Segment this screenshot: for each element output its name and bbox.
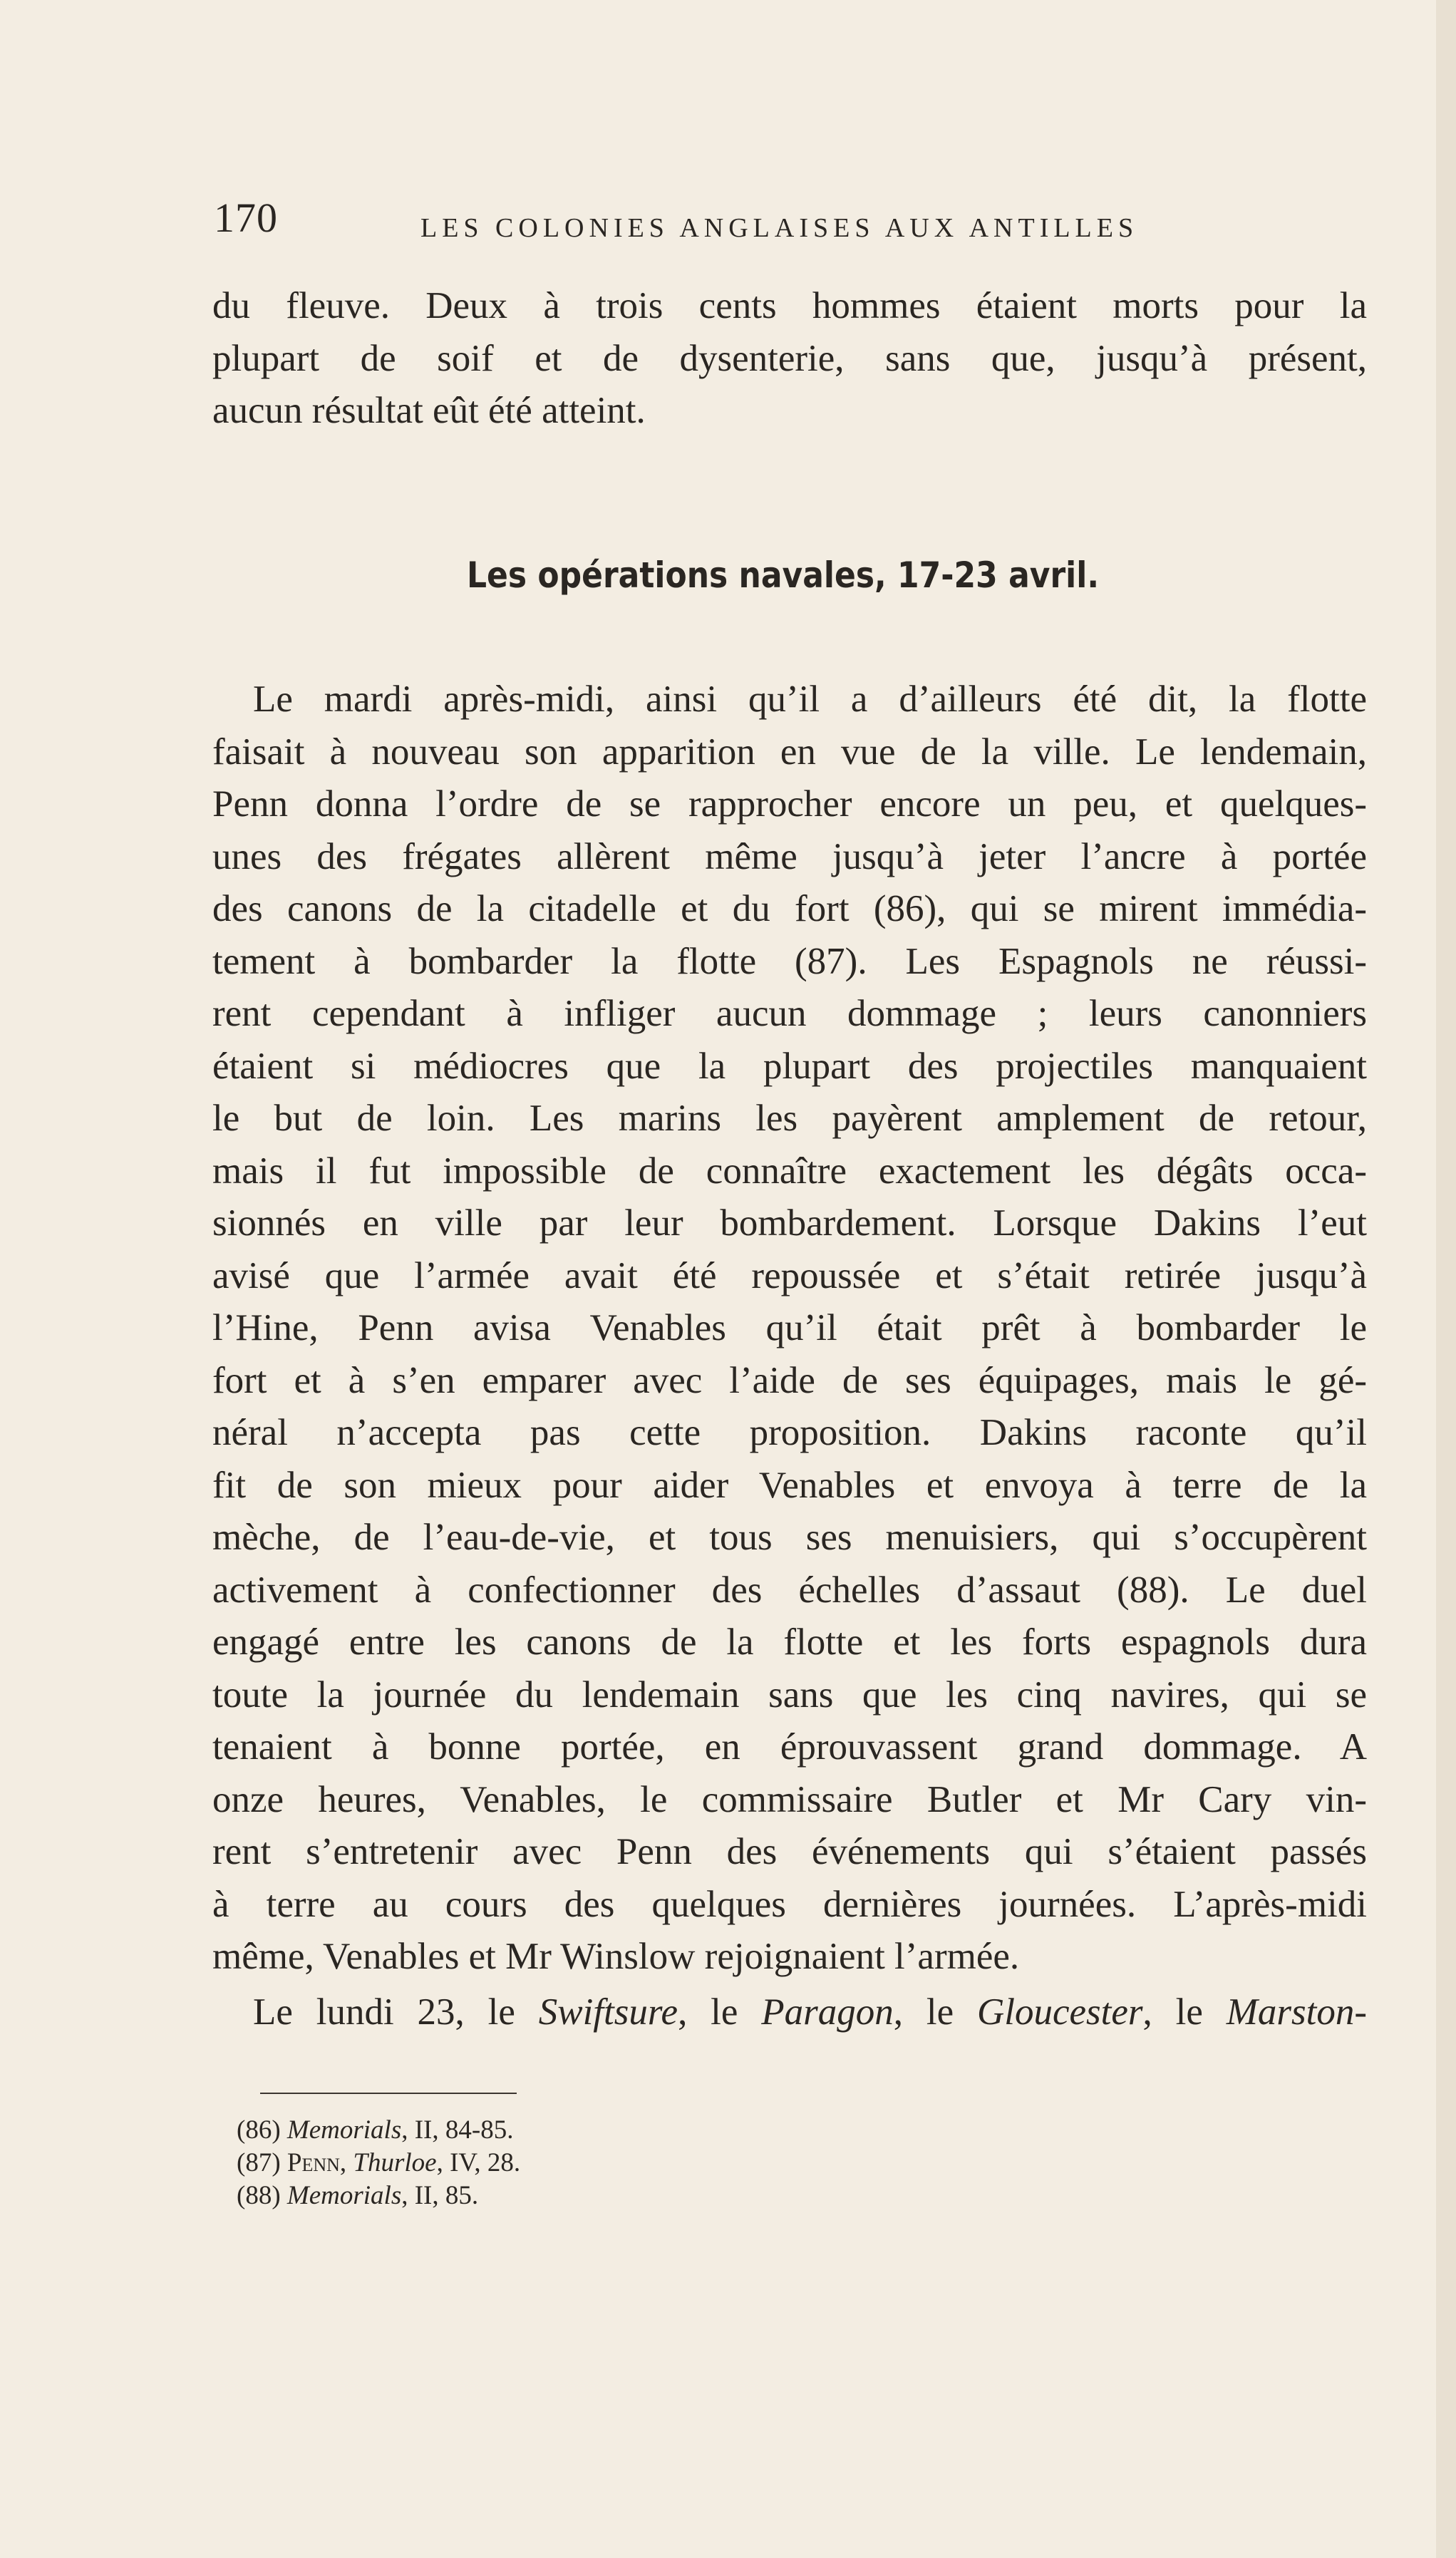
text-line: fit de son mieux pour aider Venables et envoya à terre de la <box>212 1464 1367 1506</box>
text-line: du fleuve. Deux à trois cents hommes étaient morts pour la <box>212 285 1367 326</box>
footnote-author: Penn <box>286 2148 340 2177</box>
footnote: (87) Penn, Thurloe, IV, 28. <box>237 2148 521 2177</box>
footnote-ref: , IV, 28. <box>436 2148 521 2177</box>
footnote-rule <box>260 2093 517 2094</box>
text-run: , le <box>893 1991 977 2033</box>
text-line <box>212 1986 1367 2039</box>
text-line: à terre au cours des quelques dernières journées. L’après-midi <box>212 1883 1367 1925</box>
text-line: mèche, de l’eau-de-vie, et tous ses menuisiers, qui s’occupèrent <box>212 1517 1367 1558</box>
section-heading: Les opérations navales, 17-23 avril. <box>467 555 1100 596</box>
text-line: l’Hine, Penn avisa Venables qu’il était prêt à bombarder le <box>212 1307 1367 1348</box>
text-line: fort et à s’en emparer avec l’aide de ses équipages, mais le gé- <box>212 1359 1367 1401</box>
text-run: Le lundi 23, le <box>253 1991 539 2033</box>
text-line: avisé que l’armée avait été repoussée et s’était retirée jusqu’à <box>212 1254 1367 1296</box>
text-line: Penn donna l’ordre de se rapprocher encore un peu, et quelques- <box>212 783 1367 825</box>
footnote-ref: , II, 84-85. <box>401 2115 514 2145</box>
page-edge <box>1436 0 1456 2558</box>
text-line: étaient si médiocres que la plupart des projectiles manquaient <box>212 1045 1367 1087</box>
ship-name: Marston- <box>1226 1991 1368 2033</box>
text-line: unes des frégates allèrent même jusqu’à jeter l’ancre à portée <box>212 835 1367 877</box>
footnote-number: (86) <box>237 2115 281 2145</box>
text-line: sionnés en ville par leur bombardement. Lorsque Dakins l’eut <box>212 1202 1367 1244</box>
text-line: tenaient à bonne portée, en éprouvassent grand dommage. A <box>212 1726 1367 1768</box>
footnote-number: (87) <box>237 2148 281 2177</box>
page-number: 170 <box>214 195 278 241</box>
text-line: même, Venables et Mr Winslow rejoignaient l’armée. <box>212 1936 1020 1977</box>
footnote <box>237 2180 520 2212</box>
text-line: le but de loin. Les marins les payèrent amplement de retour, <box>212 1098 1367 1139</box>
text-line: toute la journée du lendemain sans que les cinq navires, qui se <box>212 1673 1367 1716</box>
text-line: faisait à nouveau son apparition en vue de la ville. Le lendemain, <box>212 731 1367 773</box>
paragraph-2 <box>212 674 1367 1984</box>
footnote-ref: , II, 85. <box>401 2181 479 2210</box>
text-line: tement à bombarder la flotte (87). Les Espagnols ne réussi- <box>212 940 1367 982</box>
paragraph-3 <box>212 1986 1367 2039</box>
text-line: rent s’entretenir avec Penn des événements qui s’étaient passés <box>212 1831 1367 1872</box>
text-line: mais il fut impossible de connaître exactement les dégâts occa- <box>212 1150 1367 1192</box>
footnote-source: Thurloe <box>353 2148 437 2177</box>
ship-name: Paragon <box>761 1991 894 2033</box>
footnotes <box>237 2114 520 2212</box>
text-line: aucun résultat eût été atteint. <box>212 390 646 431</box>
paragraph-1 <box>212 280 1367 438</box>
running-head: LES COLONIES ANGLAISES AUX ANTILLES <box>420 213 1139 243</box>
footnote-source: Memorials <box>286 2181 402 2210</box>
text-line: rent cependant à infliger aucun dommage ; leurs canonniers <box>212 993 1367 1034</box>
text-line: activement à confectionner des échelles d’assaut (88). Le duel <box>212 1569 1367 1611</box>
page-header <box>214 194 1162 258</box>
text-line: Le mardi après-midi, ainsi qu’il a d’ailleurs été dit, la flotte <box>253 679 1367 720</box>
text-run: , le <box>678 1991 762 2033</box>
ship-name: Gloucester <box>976 1991 1143 2033</box>
footnote <box>237 2114 520 2147</box>
text-line: plupart de soif et de dysenterie, sans que, jusqu’à présent, <box>212 337 1367 379</box>
text-line: engagé entre les canons de la flotte et les forts espagnols dura <box>212 1621 1367 1663</box>
footnote-source: Memorials <box>286 2115 402 2145</box>
footnote-number: (88) <box>237 2181 281 2210</box>
text-line: des canons de la citadelle et du fort (86), qui se mirent immédia- <box>212 888 1367 929</box>
text-line: néral n’accepta pas cette proposition. Dakins raconte qu’il <box>212 1412 1367 1453</box>
ship-name: Swiftsure <box>538 1991 678 2033</box>
text-run: , le <box>1142 1991 1227 2033</box>
text-line: onze heures, Venables, le commissaire Butler et Mr Cary vin- <box>212 1778 1367 1820</box>
